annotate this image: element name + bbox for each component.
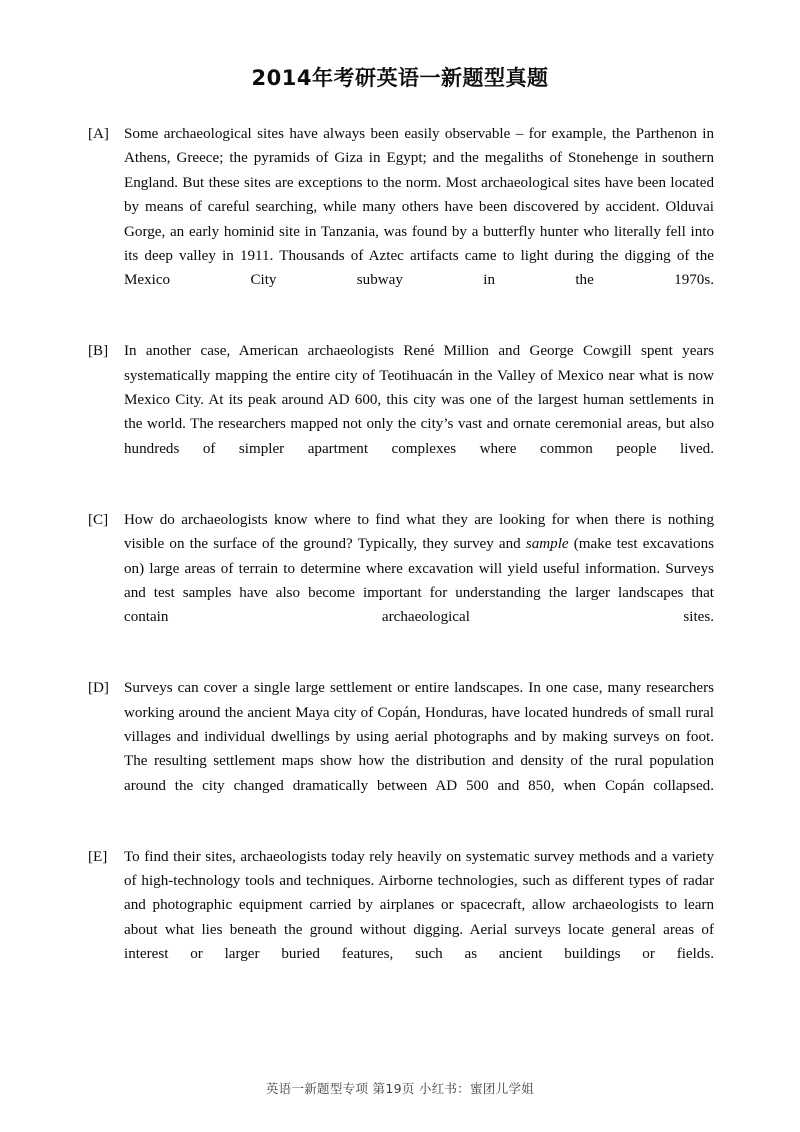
paragraph-text-a: Some archaeological sites have always been easily observable – for example, the Parthenon in Athens, Greece; the pyramids of Giza in Egypt; and the megaliths of Stonehenge in southern England. But these sites are exceptions to the norm. Most archaeological sites have been located by means of careful searching, while many others have been discovered by accident. Olduvai Gorge, an early hominid site in Tanzania, was found by a butterfly hunter who literally fell into its deep valley in 1911. Thousands of Aztec artifacts came to light during the digging of the Mexico City subway in the 1970s. [124, 126, 714, 289]
page-title: 2014年考研英语一新题型真题 [251, 66, 549, 90]
page-footer: 英语一新题型专项 第19页 小红书：蜜团儿学姐 [265, 1081, 535, 1096]
paragraph-label-c: [C] [88, 511, 109, 528]
passage-body [88, 122, 714, 991]
paragraph-c-text-before-italic: How do archaeologists know where to find what they are looking for when there is nothing visible on the surface of the ground? Typically, they survey and [124, 511, 714, 553]
paragraph-text-e: To find their sites, archaeologists today rely heavily on systematic survey methods and a variety of high-technology tools and techniques. Airborne technologies, such as different types of radar and photographic equipment carried by airplanes or spacecraft, allow archaeologists to learn about what lies beneath the ground without digging. Aerial surveys locate general areas of interest or larger buried features, such as ancient buildings or fields. [124, 848, 714, 963]
paragraph-text-d: Surveys can cover a single large settlement or entire landscapes. In one case, many researchers working around the ancient Maya city of Copán, Honduras, have located hundreds of small rural villages and individual dwellings by using aerial photographs and by making surveys on foot. The resulting settlement maps show how the distribution and density of the rural population around the city changed dramatically between AD 500 and 850, when Copán collapsed. [124, 680, 714, 794]
paragraph-label-e: [E] [88, 848, 108, 865]
paragraph-label-b: [B] [88, 343, 109, 360]
paragraph-text-c [124, 508, 714, 654]
paragraph-b [88, 339, 714, 485]
paragraph-a [88, 122, 714, 317]
paragraph-e [88, 845, 714, 991]
paragraph-d [88, 676, 714, 822]
paragraph-text-b: In another case, American archaeologists René Million and George Cowgill spent years systematically mapping the entire city of Teotihuacán in the Valley of Mexico near what is now Mexico City. At its peak around AD 600, this city was one of the largest human settlements in the world. The researchers mapped not only the city’s vast and ornate ceremonial areas, but also hundreds of simpler apartment complexes where common people lived. [124, 343, 714, 457]
paragraph-c-italic-term: sample [525, 536, 569, 553]
paragraph-label-d: [D] [88, 680, 109, 697]
paragraph-c-text-after-italic: (make test excavations on) large areas of terrain to determine where excavation will yield useful information. Surveys and test samples have also become important for understanding the larger landscapes that contain archaeological sites. [124, 536, 714, 626]
paragraph-label-a: [A] [88, 126, 109, 142]
paragraph-c [88, 508, 714, 654]
